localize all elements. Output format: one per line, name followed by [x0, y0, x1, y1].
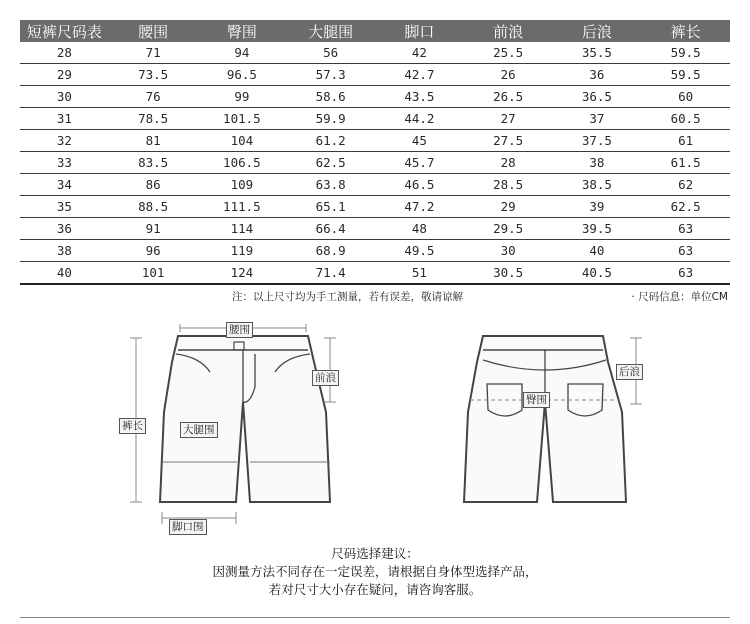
table-cell: 51 — [375, 262, 464, 285]
measurement-note: 注：以上尺寸均为手工测量，若有误差，敬请谅解 — [232, 291, 463, 303]
table-cell: 32 — [20, 130, 109, 152]
label-thigh: 大腿围 — [180, 422, 218, 438]
table-cell: 27.5 — [464, 130, 553, 152]
table-cell: 68.9 — [286, 240, 375, 262]
table-cell: 40.5 — [553, 262, 642, 285]
table-cell: 59.9 — [286, 108, 375, 130]
table-cell: 62.5 — [286, 152, 375, 174]
table-cell: 44.2 — [375, 108, 464, 130]
table-cell: 28.5 — [464, 174, 553, 196]
table-row — [20, 86, 730, 108]
table-cell: 33 — [20, 152, 109, 174]
table-cell: 39 — [553, 196, 642, 218]
table-cell: 62.5 — [641, 196, 730, 218]
column-header: 臀围 — [198, 20, 287, 42]
table-cell: 36 — [20, 218, 109, 240]
table-cell: 81 — [109, 130, 198, 152]
table-cell: 38 — [20, 240, 109, 262]
table-cell: 42.7 — [375, 64, 464, 86]
table-cell: 28 — [464, 152, 553, 174]
table-cell: 35 — [20, 196, 109, 218]
table-cell: 46.5 — [375, 174, 464, 196]
table-cell: 26 — [464, 64, 553, 86]
table-cell: 38 — [553, 152, 642, 174]
table-body — [20, 42, 730, 284]
label-back-rise: 后浪 — [616, 364, 643, 380]
table-cell: 45 — [375, 130, 464, 152]
table-cell: 59.5 — [641, 64, 730, 86]
column-header: 短裤尺码表 — [20, 20, 109, 42]
table-cell: 106.5 — [198, 152, 287, 174]
table-cell: 45.7 — [375, 152, 464, 174]
table-cell: 28 — [20, 42, 109, 64]
table-cell: 71 — [109, 42, 198, 64]
table-cell: 30 — [20, 86, 109, 108]
table-cell: 63.8 — [286, 174, 375, 196]
advice-title: 尺码选择建议： — [331, 546, 419, 561]
table-cell: 66.4 — [286, 218, 375, 240]
column-header: 脚口 — [375, 20, 464, 42]
column-header: 大腿围 — [286, 20, 375, 42]
table-cell: 60 — [641, 86, 730, 108]
table-cell: 40 — [20, 262, 109, 285]
table-cell: 124 — [198, 262, 287, 285]
table-cell: 39.5 — [553, 218, 642, 240]
table-cell: 42 — [375, 42, 464, 64]
table-cell: 99 — [198, 86, 287, 108]
size-table — [20, 20, 730, 285]
column-header: 前浪 — [464, 20, 553, 42]
label-leg-opening: 脚口围 — [169, 519, 207, 535]
table-cell: 35.5 — [553, 42, 642, 64]
table-cell: 111.5 — [198, 196, 287, 218]
table-cell: 37 — [553, 108, 642, 130]
table-row — [20, 130, 730, 152]
table-cell: 40 — [553, 240, 642, 262]
table-cell: 31 — [20, 108, 109, 130]
label-hip: 臀围 — [523, 392, 550, 408]
table-header-row — [20, 20, 730, 42]
front-shorts-drawing — [160, 336, 330, 502]
advice-line-2: 若对尺寸大小存在疑问，请咨询客服。 — [268, 582, 482, 597]
table-cell: 25.5 — [464, 42, 553, 64]
table-cell: 30 — [464, 240, 553, 262]
table-cell: 76 — [109, 86, 198, 108]
table-cell: 119 — [198, 240, 287, 262]
table-cell: 63 — [641, 240, 730, 262]
table-cell: 27 — [464, 108, 553, 130]
table-cell: 30.5 — [464, 262, 553, 285]
table-cell: 37.5 — [553, 130, 642, 152]
measurement-diagram — [0, 292, 750, 542]
label-waist: 腰围 — [226, 322, 253, 338]
table-cell: 96.5 — [198, 64, 287, 86]
table-cell: 61.2 — [286, 130, 375, 152]
unit-note: · 尺码信息：单位CM — [631, 291, 728, 303]
table-cell: 73.5 — [109, 64, 198, 86]
table-row — [20, 64, 730, 86]
table-cell: 57.3 — [286, 64, 375, 86]
table-cell: 65.1 — [286, 196, 375, 218]
table-cell: 61.5 — [641, 152, 730, 174]
table-row — [20, 196, 730, 218]
table-cell: 63 — [641, 262, 730, 285]
bottom-divider — [20, 617, 730, 618]
size-chart — [20, 20, 730, 309]
column-header: 后浪 — [553, 20, 642, 42]
table-cell: 91 — [109, 218, 198, 240]
table-cell: 29 — [20, 64, 109, 86]
table-row — [20, 174, 730, 196]
table-cell: 61 — [641, 130, 730, 152]
shorts-illustration — [0, 292, 750, 542]
label-length: 裤长 — [119, 418, 146, 434]
size-advice — [0, 545, 750, 599]
table-cell: 63 — [641, 218, 730, 240]
table-cell: 56 — [286, 42, 375, 64]
table-cell: 60.5 — [641, 108, 730, 130]
table-row — [20, 108, 730, 130]
column-header: 裤长 — [641, 20, 730, 42]
table-row — [20, 218, 730, 240]
table-cell: 43.5 — [375, 86, 464, 108]
table-cell: 109 — [198, 174, 287, 196]
table-cell: 96 — [109, 240, 198, 262]
table-cell: 48 — [375, 218, 464, 240]
table-cell: 83.5 — [109, 152, 198, 174]
table-row — [20, 42, 730, 64]
table-cell: 78.5 — [109, 108, 198, 130]
table-cell: 29 — [464, 196, 553, 218]
table-cell: 114 — [198, 218, 287, 240]
table-cell: 71.4 — [286, 262, 375, 285]
table-cell: 29.5 — [464, 218, 553, 240]
table-cell: 94 — [198, 42, 287, 64]
table-cell: 101 — [109, 262, 198, 285]
column-header: 腰围 — [109, 20, 198, 42]
advice-line-1: 因测量方法不同存在一定误差，请根据自身体型选择产品， — [212, 564, 538, 579]
table-cell: 47.2 — [375, 196, 464, 218]
table-cell: 38.5 — [553, 174, 642, 196]
back-shorts-drawing — [464, 336, 626, 502]
table-cell: 101.5 — [198, 108, 287, 130]
table-cell: 26.5 — [464, 86, 553, 108]
label-front-rise: 前浪 — [312, 370, 339, 386]
table-cell: 104 — [198, 130, 287, 152]
table-cell: 36.5 — [553, 86, 642, 108]
table-row — [20, 262, 730, 285]
table-cell: 34 — [20, 174, 109, 196]
table-cell: 36 — [553, 64, 642, 86]
table-cell: 49.5 — [375, 240, 464, 262]
table-cell: 62 — [641, 174, 730, 196]
table-row — [20, 240, 730, 262]
table-cell: 86 — [109, 174, 198, 196]
table-cell: 58.6 — [286, 86, 375, 108]
table-row — [20, 152, 730, 174]
table-cell: 59.5 — [641, 42, 730, 64]
table-cell: 88.5 — [109, 196, 198, 218]
